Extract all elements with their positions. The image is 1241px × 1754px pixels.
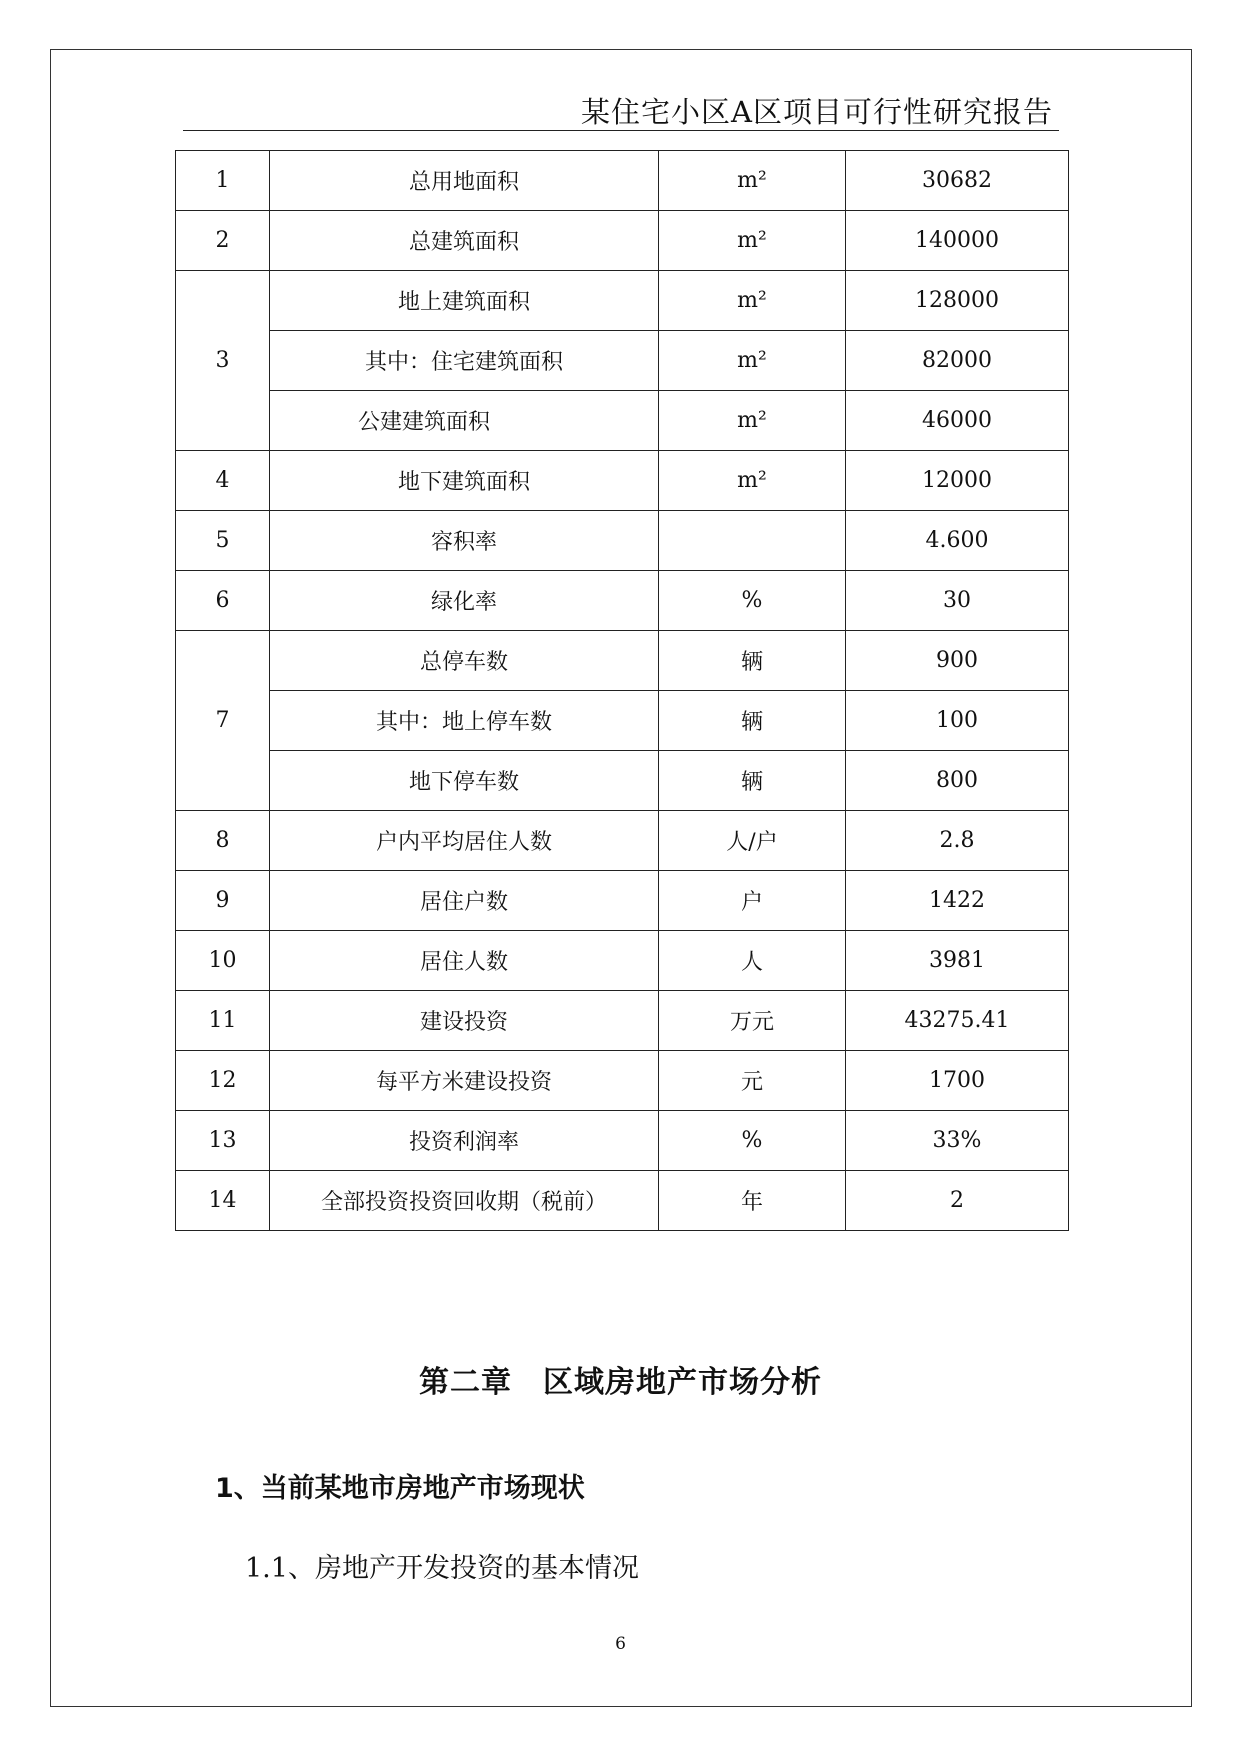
item-unit: % (659, 1111, 846, 1171)
item-unit: 万元 (659, 991, 846, 1051)
item-unit: 辆 (659, 691, 846, 751)
item-value: 900 (846, 631, 1069, 691)
item-name: 其中：住宅建筑面积 (270, 331, 659, 391)
item-value: 3981 (846, 931, 1069, 991)
item-unit: m² (659, 391, 846, 451)
table-row (176, 751, 1069, 811)
item-name: 公建建筑面积 (270, 391, 659, 451)
item-name: 全部投资投资回收期（税前） (270, 1171, 659, 1231)
item-unit: % (659, 571, 846, 631)
table-row (176, 631, 1069, 691)
item-unit: 户 (659, 871, 846, 931)
item-unit: 元 (659, 1051, 846, 1111)
row-number: 14 (176, 1171, 270, 1231)
item-value: 4.600 (846, 511, 1069, 571)
item-value: 33% (846, 1111, 1069, 1171)
item-name: 每平方米建设投资 (270, 1051, 659, 1111)
table-row (176, 451, 1069, 511)
item-name: 户内平均居住人数 (270, 811, 659, 871)
item-name: 地上建筑面积 (270, 271, 659, 331)
table-row (176, 511, 1069, 571)
item-value: 1422 (846, 871, 1069, 931)
row-number: 10 (176, 931, 270, 991)
item-name: 其中：地上停车数 (270, 691, 659, 751)
table-row (176, 151, 1069, 211)
item-unit: 人/户 (659, 811, 846, 871)
table-row (176, 991, 1069, 1051)
item-unit: m² (659, 451, 846, 511)
row-number: 6 (176, 571, 270, 631)
item-unit: 辆 (659, 631, 846, 691)
item-unit: 辆 (659, 751, 846, 811)
item-unit (659, 511, 846, 571)
item-name: 地下停车数 (270, 751, 659, 811)
row-number: 13 (176, 1111, 270, 1171)
table-row (176, 1171, 1069, 1231)
table-row (176, 331, 1069, 391)
item-name: 居住人数 (270, 931, 659, 991)
subsection-heading: 1.1、房地产开发投资的基本情况 (245, 1553, 639, 1584)
item-name: 总停车数 (270, 631, 659, 691)
table-row (176, 871, 1069, 931)
item-unit: m² (659, 151, 846, 211)
item-value: 82000 (846, 331, 1069, 391)
row-number: 3 (176, 271, 270, 451)
item-value: 12000 (846, 451, 1069, 511)
row-number: 2 (176, 211, 270, 271)
item-unit: m² (659, 271, 846, 331)
item-value: 800 (846, 751, 1069, 811)
table-row (176, 211, 1069, 271)
item-name: 容积率 (270, 511, 659, 571)
item-value: 30 (846, 571, 1069, 631)
item-name: 绿化率 (270, 571, 659, 631)
item-name: 地下建筑面积 (270, 451, 659, 511)
item-value: 140000 (846, 211, 1069, 271)
chapter-heading: 第二章 区域房地产市场分析 (419, 1365, 822, 1400)
row-number: 12 (176, 1051, 270, 1111)
report-title: 某住宅小区A区项目可行性研究报告 (581, 95, 1053, 129)
item-name: 总用地面积 (270, 151, 659, 211)
item-unit: m² (659, 211, 846, 271)
table-row (176, 691, 1069, 751)
item-value: 2.8 (846, 811, 1069, 871)
row-number: 4 (176, 451, 270, 511)
item-name: 建设投资 (270, 991, 659, 1051)
item-value: 43275.41 (846, 991, 1069, 1051)
item-unit: m² (659, 331, 846, 391)
table-row (176, 1111, 1069, 1171)
item-name: 投资利润率 (270, 1111, 659, 1171)
item-name: 居住户数 (270, 871, 659, 931)
item-name: 总建筑面积 (270, 211, 659, 271)
item-unit: 人 (659, 931, 846, 991)
row-number: 1 (176, 151, 270, 211)
item-value: 1700 (846, 1051, 1069, 1111)
item-value: 2 (846, 1171, 1069, 1231)
row-number: 5 (176, 511, 270, 571)
table-row (176, 391, 1069, 451)
row-number: 9 (176, 871, 270, 931)
section-heading: 1、当前某地市房地产市场现状 (215, 1473, 585, 1504)
row-number: 7 (176, 631, 270, 811)
table-row (176, 1051, 1069, 1111)
item-value: 100 (846, 691, 1069, 751)
table-row (176, 811, 1069, 871)
item-value: 128000 (846, 271, 1069, 331)
page-header (183, 84, 1059, 131)
project-indicators-table (175, 150, 1069, 1231)
table-row (176, 271, 1069, 331)
table-row (176, 571, 1069, 631)
table-row (176, 931, 1069, 991)
item-value: 30682 (846, 151, 1069, 211)
row-number: 11 (176, 991, 270, 1051)
item-unit: 年 (659, 1171, 846, 1231)
row-number: 8 (176, 811, 270, 871)
item-value: 46000 (846, 391, 1069, 451)
page-number: 6 (615, 1634, 626, 1654)
